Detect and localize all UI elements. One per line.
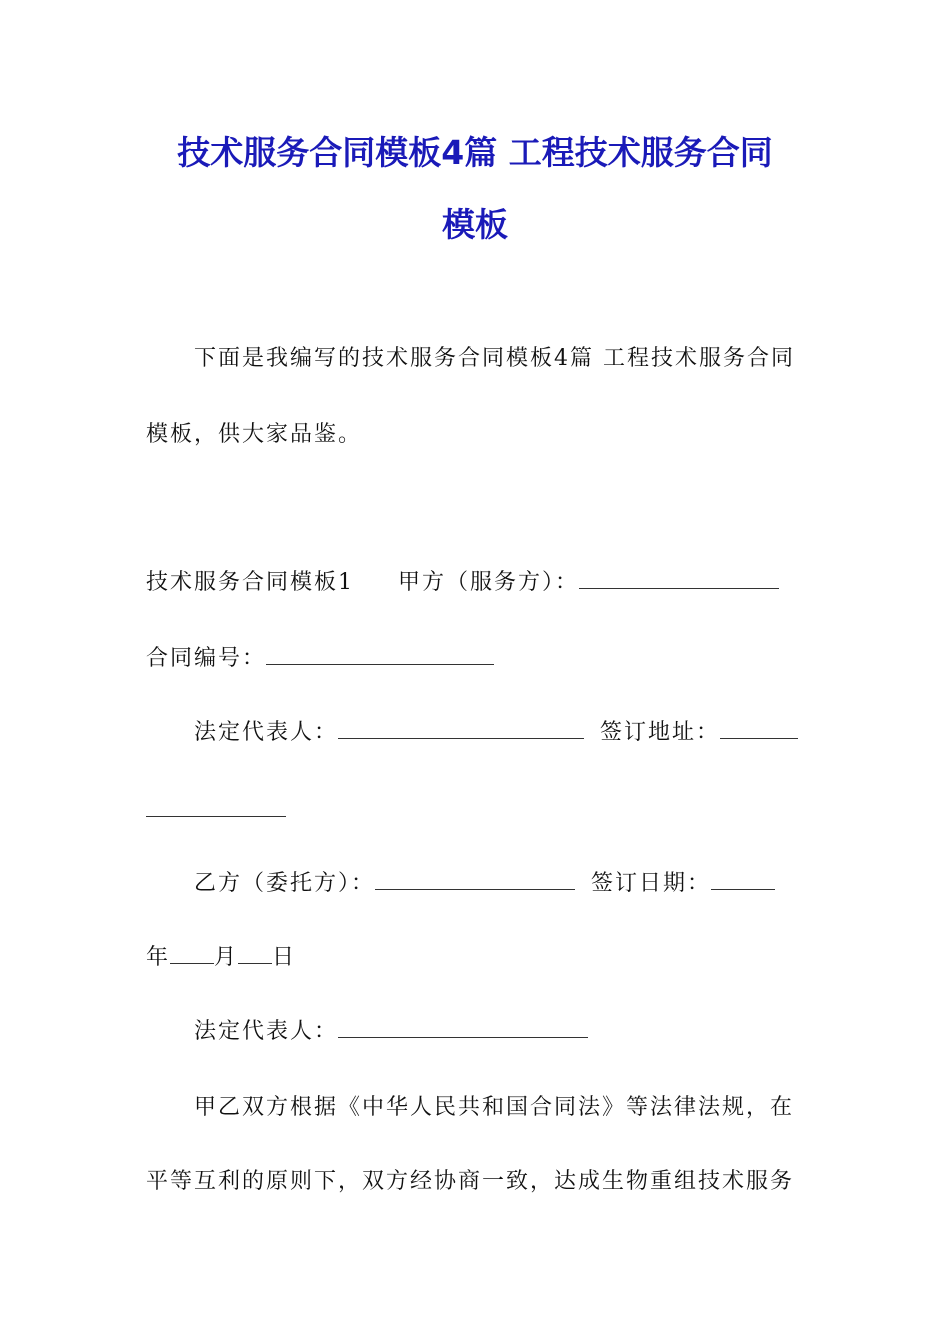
month-blank[interactable] [170, 943, 214, 964]
sign-address-blank[interactable] [720, 718, 798, 739]
legal-rep-b-line [194, 1017, 588, 1047]
party-b-blank[interactable] [375, 869, 575, 890]
day-label: 日 [272, 945, 297, 970]
sign-date-label: 签订日期： [591, 871, 712, 896]
legal-rep-b-label: 法定代表人： [194, 1019, 339, 1044]
legal-rep-a-label: 法定代表人： [194, 720, 339, 745]
contract-number-label: 合同编号： [146, 646, 267, 671]
party-a-blank[interactable] [579, 568, 779, 589]
intro-line-2: 模板，供大家品鉴。 [146, 422, 363, 447]
legal-rep-a-blank[interactable] [338, 718, 584, 739]
contract-number-blank[interactable] [266, 644, 494, 665]
month-label: 月 [214, 945, 239, 970]
sign-address-blank-continued[interactable] [146, 796, 286, 817]
sign-date-year-blank[interactable] [711, 869, 775, 890]
legal-rep-b-blank[interactable] [338, 1017, 588, 1038]
intro-line-1: 下面是我编写的技术服务合同模板4篇 工程技术服务合同 [194, 346, 795, 371]
body-line-1: 甲乙双方根据《中华人民共和国合同法》等法律法规，在 [194, 1095, 795, 1120]
party-b-line [194, 869, 775, 899]
date-line [146, 943, 296, 973]
body-line-2: 平等互利的原则下，双方经协商一致，达成生物重组技术服务 [146, 1169, 795, 1194]
legal-rep-a-line [194, 718, 798, 748]
contract-number-line [146, 644, 494, 674]
document-title-line-2: 模板 [442, 205, 508, 244]
document-title-line-1: 技术服务合同模板4篇 工程技术服务合同 [177, 133, 773, 172]
contract-heading: 技术服务合同模板1 [146, 570, 354, 595]
year-label: 年 [146, 945, 171, 970]
sign-address-label: 签订地址： [600, 720, 721, 745]
party-a-label: 甲方（服务方）： [398, 570, 580, 595]
day-blank[interactable] [238, 943, 272, 964]
party-b-label: 乙方（委托方）： [194, 871, 376, 896]
contract-heading-line [146, 568, 779, 598]
